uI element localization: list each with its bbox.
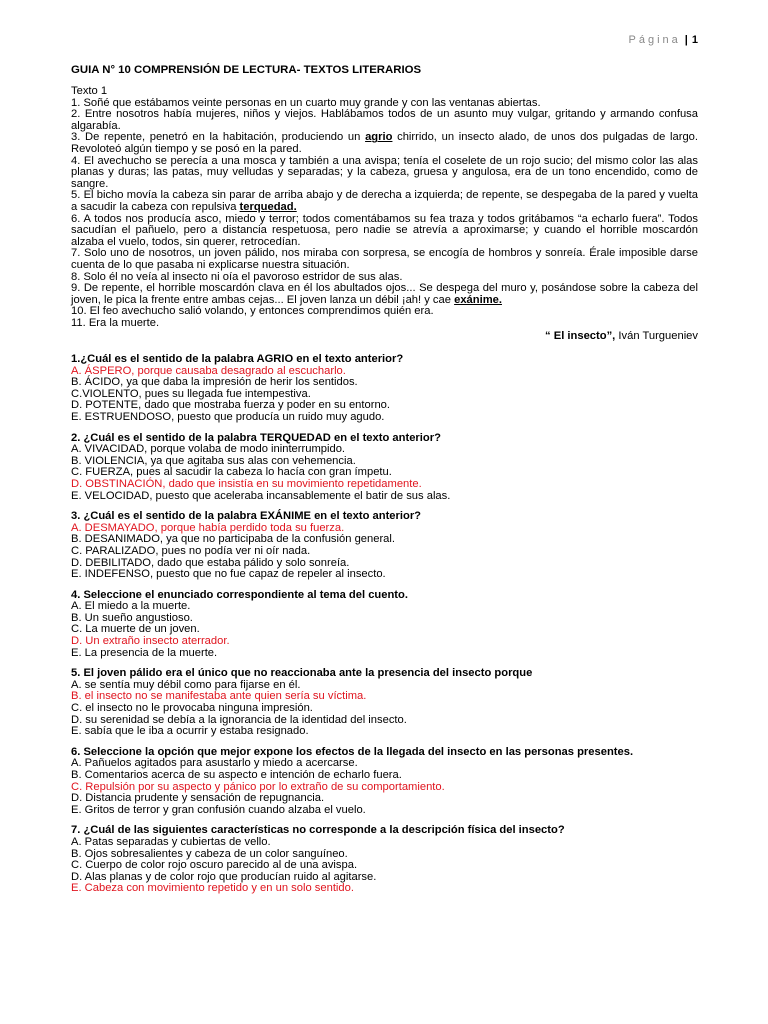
credit-title: “ El insecto”,	[545, 330, 616, 343]
question-3	[71, 511, 698, 581]
answer-option: C. el insecto no le provocaba ninguna impresión.	[71, 702, 313, 715]
answer-option: E. ESTRUENDOSO, puesto que producía un ruido muy agudo.	[71, 410, 385, 423]
answer-option: A. Pañuelos agitados para asustarlo y miedo a acercarse.	[71, 757, 358, 770]
answer-option: E. La presencia de la muerte.	[71, 646, 218, 659]
answer-option-correct: A. ÁSPERO, porque causaba desagrado al escucharlo.	[71, 364, 346, 377]
text-heading: Texto 1	[71, 85, 108, 97]
answer-option: A. El miedo a la muerte.	[71, 600, 191, 613]
text-paragraph-7: 7. Solo uno de nosotros, un joven pálido, nos miraba con sorpresa, se encogía de hombros y sonreía. Érale imposible darse cuenta de lo que pasaba ni explicarse nuestra situación.	[71, 247, 698, 271]
text-paragraph-9: 9. De repente, el horrible moscardón clava en él los abultados ojos... Se despega del muro y, posándose sobre la cabeza del joven, le pica la frente entre ambas cejas... El joven lanza un débil ¡ah! y cae exánime.	[71, 282, 698, 306]
text-credit	[71, 331, 698, 343]
question-stem: 3. ¿Cuál es el sentido de la palabra EXÁNIME en el texto anterior?	[71, 510, 422, 523]
page-number: 1	[691, 34, 698, 46]
answer-option: C. PARALIZADO, pues no podía ver ni oír nada.	[71, 544, 311, 557]
answer-option: B. Un sueño angustioso.	[71, 611, 193, 624]
answer-option: C. FUERZA, pues al sacudir la cabeza lo hacía con gran ímpetu.	[71, 466, 392, 479]
answer-option-correct: D. Un extraño insecto aterrador.	[71, 635, 230, 648]
question-stem: 2. ¿Cuál es el sentido de la palabra TERQUEDAD en el texto anterior?	[71, 431, 441, 444]
text-paragraph-5: 5. El bicho movía la cabeza sin parar de arriba abajo y de derecha a izquierda; de repente, se despegaba de la pared y vuelta a sacudir la cabeza con repulsiva terquedad.	[71, 189, 698, 213]
text-paragraph-11: 11. Era la muerte.	[71, 316, 160, 329]
answer-option: A. se sentía muy débil como para fijarse en él.	[71, 678, 301, 691]
answer-option: D. su serenidad se debía a la ignorancia de la identidad del insecto.	[71, 713, 407, 726]
keyword-exanime: exánime.	[454, 293, 502, 306]
answer-option: B. Ojos sobresalientes y cabeza de un color sanguíneo.	[71, 847, 348, 860]
answer-option: E. sabía que le iba a ocurrir y estaba resignado.	[71, 725, 309, 738]
answer-option: E. VELOCIDAD, puesto que aceleraba incansablemente el batir de sus alas.	[71, 489, 451, 502]
answer-option: B. Comentarios acerca de su aspecto e intención de echarlo fuera.	[71, 769, 402, 781]
question-list	[71, 354, 698, 904]
question-stem: 5. El joven pálido era el único que no reaccionaba ante la presencia del insecto porque	[71, 667, 533, 680]
question-4	[71, 590, 698, 660]
question-6	[71, 747, 698, 817]
answer-option: D. POTENTE, dado que mostraba fuerza y poder en su entorno.	[71, 399, 391, 412]
answer-option-correct: D. OBSTINACIÓN, dado que insistía en su movimiento repetidamente.	[71, 477, 422, 490]
question-2	[71, 433, 698, 503]
text-paragraph-4: 4. El avechucho se perecía a una mosca y también a una avispa; tenía el coselete de un rojo sucio; del mismo color las alas planas y duras; las patas, muy velludas y separadas; y la cabeza, gruesa y angulosa, era de un tono encendido, como de sangre.	[71, 154, 698, 190]
answer-option: E. Gritos de terror y gran confusión cuando alzaba el vuelo.	[71, 803, 366, 816]
question-stem: 6. Seleccione la opción que mejor expone los efectos de la llegada del insecto en las personas presentes.	[71, 745, 634, 758]
question-7	[71, 825, 698, 895]
answer-option-correct: A. DESMAYADO, porque había perdido toda su fuerza.	[71, 521, 345, 534]
answer-option-correct: E. Cabeza con movimiento repetido y en un solo sentido.	[71, 882, 354, 895]
answer-option-correct: B. el insecto no se manifestaba ante quien sería su víctima.	[71, 690, 367, 703]
question-stem: 1.¿Cuál es el sentido de la palabra AGRIO en el texto anterior?	[71, 353, 404, 365]
answer-option-correct: C. Repulsión por su aspecto y pánico por lo extraño de su comportamiento.	[71, 780, 445, 793]
question-5	[71, 668, 698, 738]
credit-author: Iván Turgueniev	[615, 330, 698, 343]
text-paragraph-1: 1. Soñé que estábamos veinte personas en un cuarto muy grande y con las ventanas abiertas.	[71, 96, 541, 109]
keyword-terquedad: terquedad.	[239, 200, 297, 213]
answer-option: D. DEBILITADO, dado que estaba pálido y solo sonreía.	[71, 556, 350, 569]
text-paragraph-8: 8. Solo él no veía al insecto ni oía el pavoroso estridor de sus alas.	[71, 270, 403, 283]
answer-option: D. Distancia prudente y sensación de repugnancia.	[71, 792, 325, 805]
document-title: GUIA N° 10 COMPRENSIÓN DE LECTURA- TEXTOS LITERARIOS	[71, 64, 422, 76]
answer-option: C. La muerte de un joven.	[71, 623, 200, 636]
keyword-agrio: agrio	[365, 131, 393, 144]
text-paragraph-6: 6. A todos nos producía asco, miedo y terror; todos comentábamos su fea traza y todos gritábamos “a echarlo fuera”. Todos sacudían el pañuelo, pero a distancia respetuosa, pero nadie se atrevía a aproximarse; y cuando el horrible moscardón alzaba el vuelo, todos, sin querer, retrocedían.	[71, 212, 698, 248]
answer-option: B. DESANIMADO, ya que no participaba de la confusión general.	[71, 533, 395, 546]
page-label: Página	[628, 34, 681, 46]
answer-option: A. Patas separadas y cubiertas de vello.	[71, 835, 271, 848]
question-stem: 4. Seleccione el enunciado correspondiente al tema del cuento.	[71, 588, 408, 601]
answer-option: C. Cuerpo de color rojo oscuro parecido al de una avispa.	[71, 859, 358, 872]
header-separator: |	[684, 34, 688, 46]
question-stem: 7. ¿Cuál de las siguientes características no corresponde a la descripción física del insecto?	[71, 824, 565, 837]
answer-option: D. Alas planas y de color rojo que producían ruido al agitarse.	[71, 870, 377, 883]
answer-option: C.VIOLENTO, pues su llegada fue intempestiva.	[71, 387, 311, 400]
reading-text	[71, 86, 698, 343]
page-header	[629, 34, 698, 46]
answer-option: A. VIVACIDAD, porque volaba de modo ininterrumpido.	[71, 443, 346, 456]
answer-option: E. INDEFENSO, puesto que no fue capaz de repeler al insecto.	[71, 568, 386, 581]
answer-option: B. ÁCIDO, ya que daba la impresión de herir los sentidos.	[71, 376, 358, 389]
text-paragraph-2: 2. Entre nosotros había mujeres, niños y viejos. Hablábamos todos de un asunto muy vulgar, gritando y armando confusa algarabía.	[71, 108, 698, 132]
question-1	[71, 354, 698, 424]
text-paragraph-3: 3. De repente, penetró en la habitación, produciendo un agrio chirrido, un insecto alado, de unos dos pulgadas de largo. Revoloteó algún tiempo y se posó en la pared.	[71, 131, 699, 155]
answer-option: B. VIOLENCIA, ya que agitaba sus alas con vehemencia.	[71, 454, 356, 467]
text-paragraph-10: 10. El feo avechucho salió volando, y entonces comprendimos quién era.	[71, 305, 434, 318]
